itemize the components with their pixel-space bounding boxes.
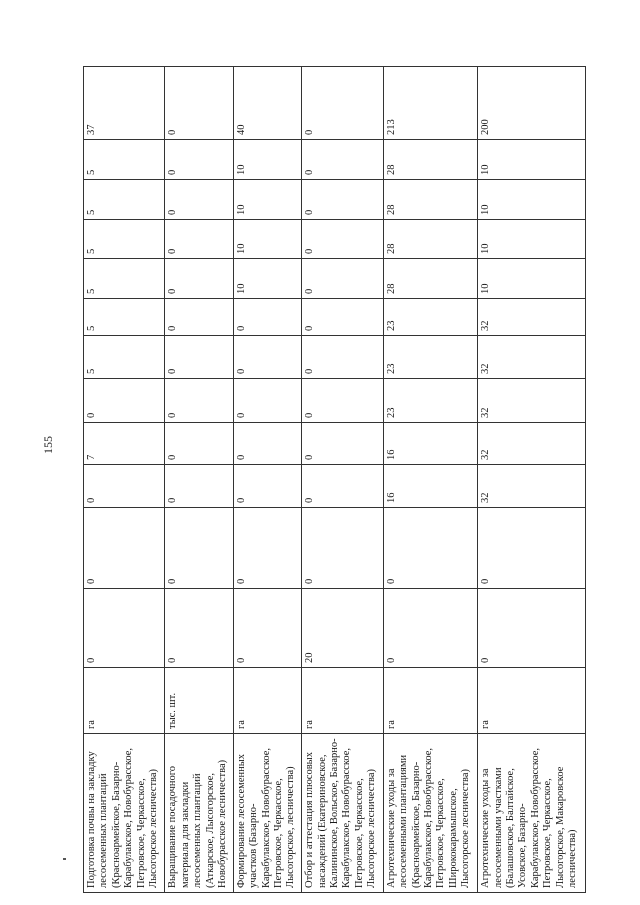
total-cell: 40 bbox=[233, 67, 301, 140]
table-row bbox=[233, 67, 301, 893]
value-cell: 0 bbox=[302, 140, 383, 180]
unit-cell: га bbox=[478, 668, 586, 734]
value-cell: 7 bbox=[84, 423, 165, 465]
rotated-table-container bbox=[83, 67, 586, 893]
value-cell: 32 bbox=[478, 423, 586, 465]
value-cell: 32 bbox=[478, 336, 586, 379]
value-cell: 0 bbox=[383, 589, 478, 668]
value-cell: 10 bbox=[233, 140, 301, 180]
value-cell: 0 bbox=[165, 508, 233, 589]
total-cell: 213 bbox=[383, 67, 478, 140]
value-cell: 23 bbox=[383, 379, 478, 423]
value-cell: 0 bbox=[302, 336, 383, 379]
table-row bbox=[383, 67, 478, 893]
value-cell: 20 bbox=[302, 589, 383, 668]
value-cell: 0 bbox=[165, 259, 233, 299]
value-cell: 16 bbox=[383, 423, 478, 465]
value-cell: 0 bbox=[84, 508, 165, 589]
value-cell: 0 bbox=[478, 508, 586, 589]
value-cell: 5 bbox=[84, 299, 165, 336]
unit-cell: га bbox=[383, 668, 478, 734]
value-cell: 0 bbox=[233, 336, 301, 379]
value-cell: 0 bbox=[302, 299, 383, 336]
value-cell: 28 bbox=[383, 180, 478, 220]
value-cell: 0 bbox=[84, 465, 165, 508]
value-cell: 0 bbox=[165, 589, 233, 668]
unit-cell: га bbox=[302, 668, 383, 734]
total-cell: 37 bbox=[84, 67, 165, 140]
data-table bbox=[83, 66, 586, 893]
value-cell: 0 bbox=[233, 508, 301, 589]
activity-name-cell: Агротехнические уходы за лесосеменными участками (Балашовское, Балтайское, Усовское, Базарно-Карабулакское, Новобурасское, Петровское, Черкасское, Лысогорское, Макаровское лесничества) bbox=[478, 734, 586, 893]
value-cell: 0 bbox=[165, 423, 233, 465]
value-cell: 10 bbox=[478, 259, 586, 299]
value-cell: 5 bbox=[84, 259, 165, 299]
value-cell: 16 bbox=[383, 465, 478, 508]
value-cell: 23 bbox=[383, 336, 478, 379]
unit-cell: га bbox=[84, 668, 165, 734]
page-number: 155 bbox=[41, 436, 55, 454]
value-cell: 5 bbox=[84, 140, 165, 180]
value-cell: 10 bbox=[233, 180, 301, 220]
total-cell: 200 bbox=[478, 67, 586, 140]
value-cell: 0 bbox=[302, 379, 383, 423]
value-cell: 0 bbox=[84, 589, 165, 668]
value-cell: 28 bbox=[383, 259, 478, 299]
value-cell: 32 bbox=[478, 465, 586, 508]
value-cell: 0 bbox=[478, 589, 586, 668]
value-cell: 32 bbox=[478, 379, 586, 423]
value-cell: 5 bbox=[84, 220, 165, 259]
table-row bbox=[165, 67, 233, 893]
value-cell: 32 bbox=[478, 299, 586, 336]
total-cell: 0 bbox=[165, 67, 233, 140]
value-cell: 0 bbox=[165, 140, 233, 180]
value-cell: 0 bbox=[302, 508, 383, 589]
value-cell: 0 bbox=[233, 465, 301, 508]
value-cell: 0 bbox=[302, 423, 383, 465]
value-cell: 23 bbox=[383, 299, 478, 336]
value-cell: 0 bbox=[165, 336, 233, 379]
scan-artifact bbox=[63, 858, 66, 860]
value-cell: 5 bbox=[84, 336, 165, 379]
value-cell: 10 bbox=[233, 259, 301, 299]
value-cell: 28 bbox=[383, 220, 478, 259]
value-cell: 0 bbox=[165, 465, 233, 508]
table-row bbox=[84, 67, 165, 893]
value-cell: 10 bbox=[478, 220, 586, 259]
value-cell: 0 bbox=[233, 299, 301, 336]
value-cell: 10 bbox=[478, 180, 586, 220]
value-cell: 5 bbox=[84, 180, 165, 220]
value-cell: 10 bbox=[478, 140, 586, 180]
value-cell: 10 bbox=[233, 220, 301, 259]
value-cell: 0 bbox=[302, 220, 383, 259]
value-cell: 0 bbox=[165, 220, 233, 259]
value-cell: 0 bbox=[84, 379, 165, 423]
value-cell: 0 bbox=[302, 259, 383, 299]
total-cell: 0 bbox=[302, 67, 383, 140]
value-cell: 0 bbox=[233, 589, 301, 668]
value-cell: 28 bbox=[383, 140, 478, 180]
table-row bbox=[478, 67, 586, 893]
value-cell: 0 bbox=[233, 423, 301, 465]
value-cell: 0 bbox=[165, 180, 233, 220]
value-cell: 0 bbox=[233, 379, 301, 423]
activity-name-cell: Агротехнические уходы за лесосеменными плантациями (Красноармейское, Базарно-Карабулакское, Новобурасское, Петровское, Черкасское, Ширококарамышское, Лысогорское лесничества) bbox=[383, 734, 478, 893]
activity-name-cell: Подготовка почвы на закладку лесосеменных плантаций (Красноармейское, Базарно-Карабулакское, Новобурасское, Петровское, Черкасское, Лысогорское лесничества) bbox=[84, 734, 165, 893]
unit-cell: тыс. шт. bbox=[165, 668, 233, 734]
activity-name-cell: Отбор и аттестация плюсовых насаждений (Екатериновское, Калининское, Вольское, Базарно- Карабулакское, Новобурасское, Петровское, Черкасское, Лысогорское лесничества) bbox=[302, 734, 383, 893]
unit-cell: га bbox=[233, 668, 301, 734]
table-row bbox=[302, 67, 383, 893]
activity-name-cell: Формирование лесосеменных участков (Базарно-Карабулакское, Новобурасское, Петровское, Черкасское, Лысогорское, лесничества) bbox=[233, 734, 301, 893]
value-cell: 0 bbox=[302, 465, 383, 508]
value-cell: 0 bbox=[302, 180, 383, 220]
value-cell: 0 bbox=[165, 299, 233, 336]
value-cell: 0 bbox=[383, 508, 478, 589]
value-cell: 0 bbox=[165, 379, 233, 423]
activity-name-cell: Выращивание посадочного материала для закладки лесосеменных плантаций (Аткарское, Лысогорское, Новобурасское лесничества) bbox=[165, 734, 233, 893]
